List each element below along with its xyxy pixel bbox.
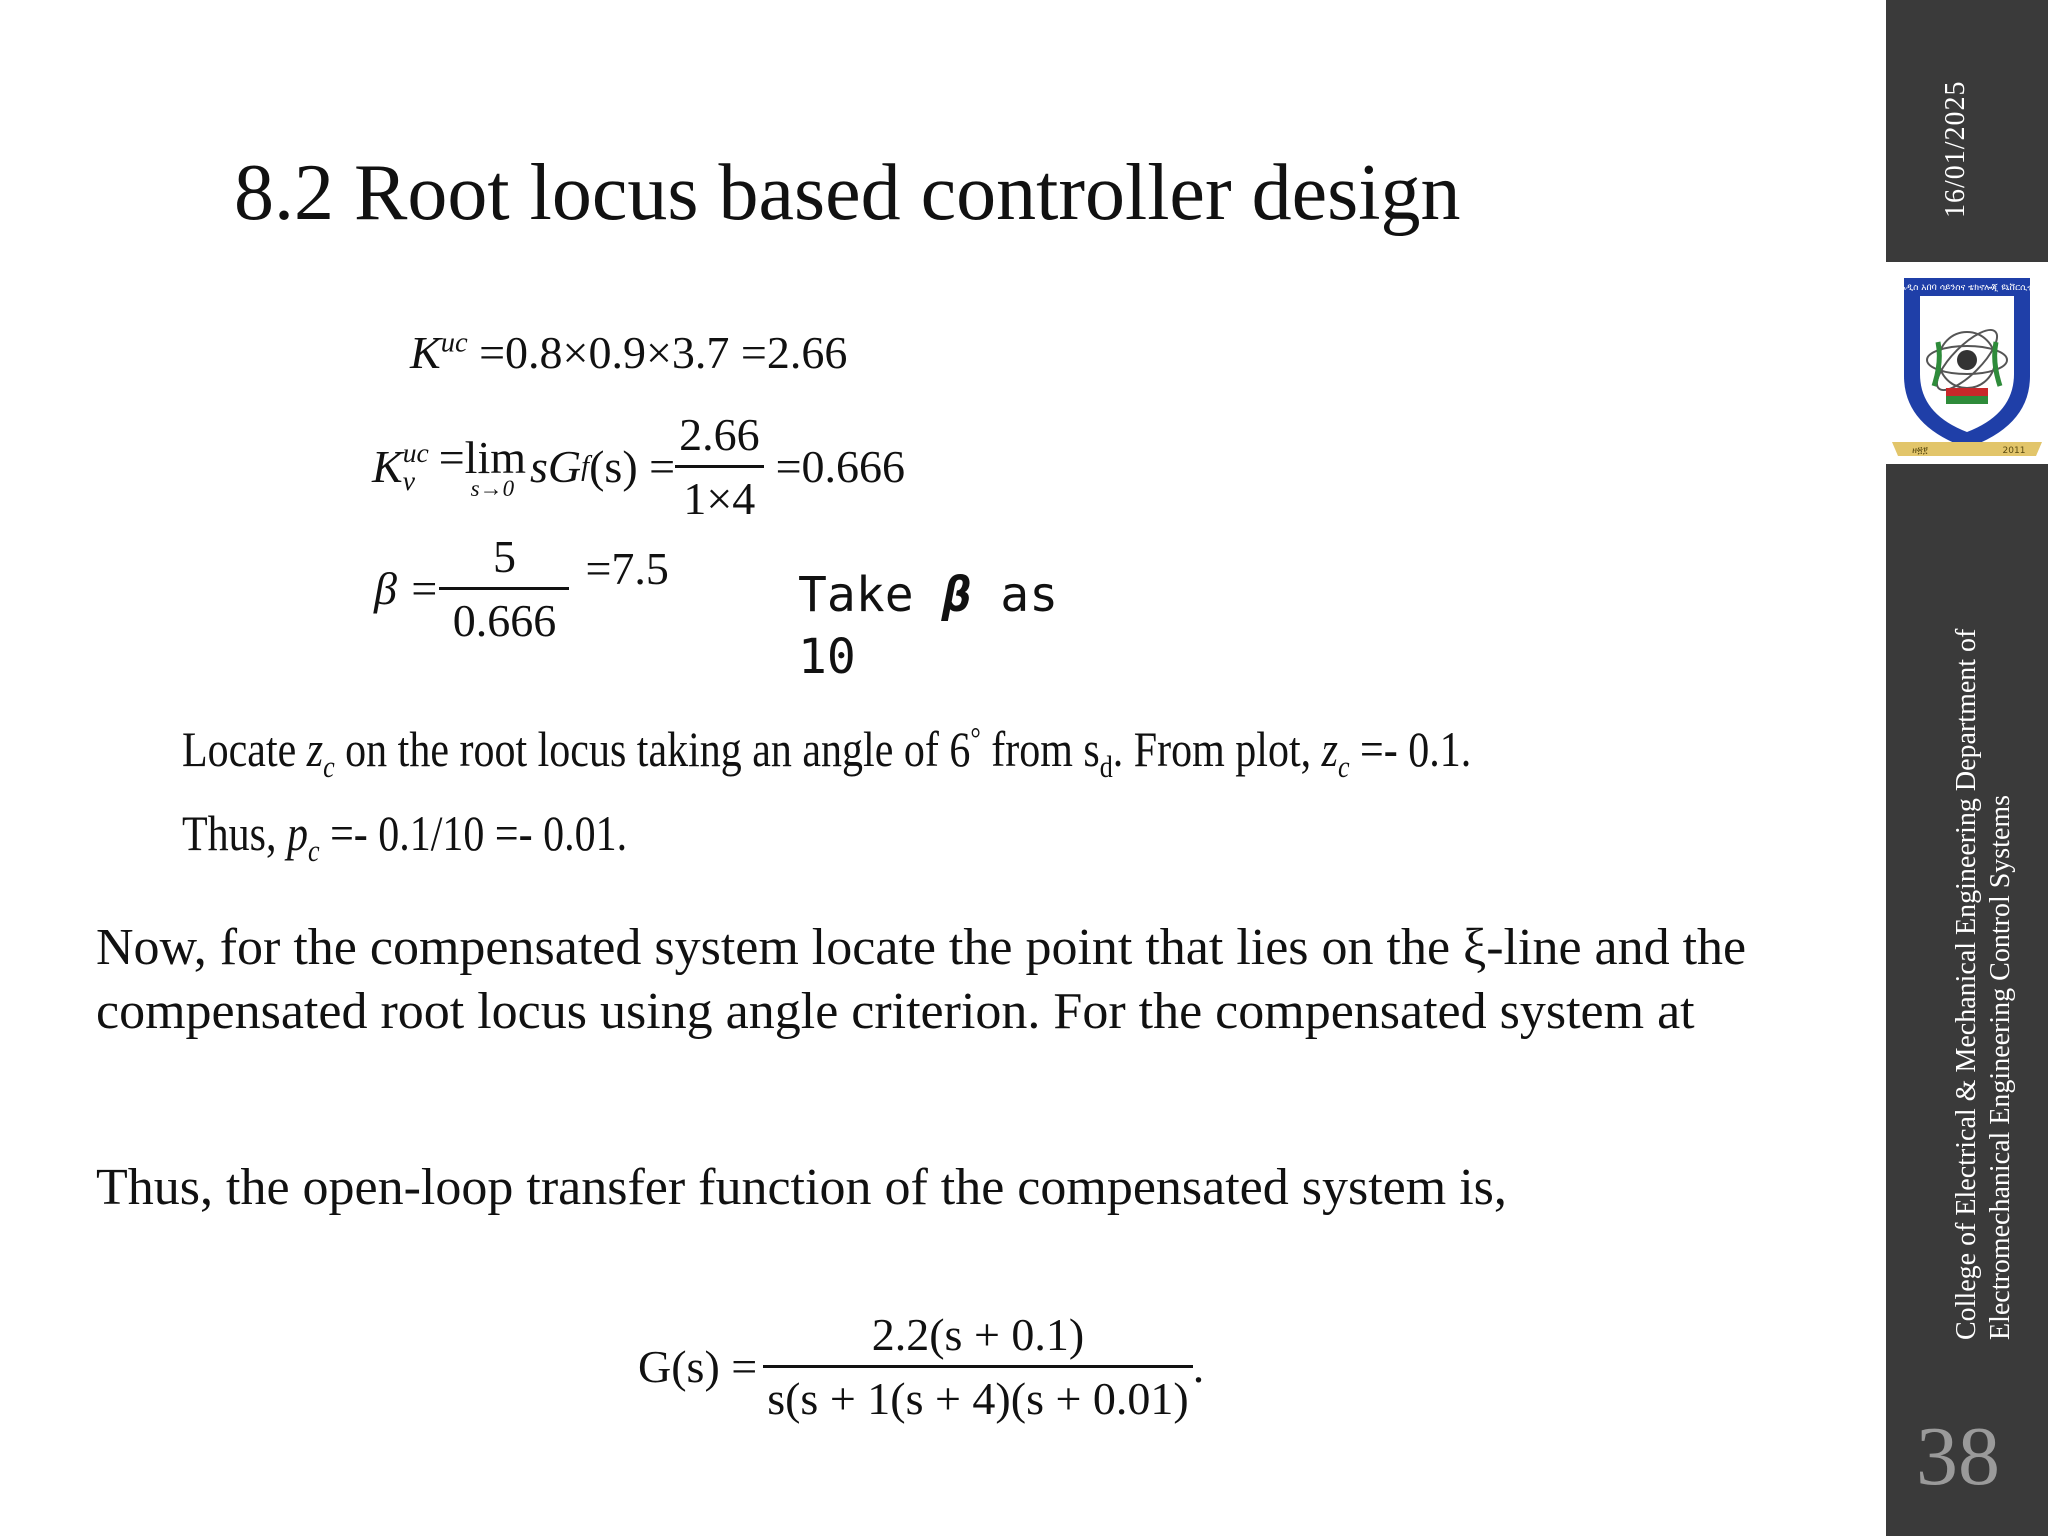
equation-kuc: $K^{uc} =0.8\times 0.9\times 3.7 =2.66$ (410, 327, 848, 378)
university-logo (1886, 266, 2048, 462)
take-beta-note: Take β as 10 (798, 567, 1059, 685)
equation-kv: K uc v =lim s→0 sG f (s) = $\frac{2.66}{1\times 4}$ =0.666 (372, 409, 906, 524)
svg-text:አዲስ አበባ ሳይንስና ቴክኖሎጂ ዩኒቨርሲቲ: አዲስ አበባ ሳይንስና ቴክኖሎጂ ዩኒቨርሲቲ (1900, 283, 2034, 293)
slide-title: 8.2 Root locus based controller design (234, 149, 1461, 237)
thus-pc-line: Thus, $p_c =- 0.1/10 =- 0.01$. (182, 805, 628, 868)
equation-beta: β = $\frac{5}{0.666}$ =7.5 (374, 531, 669, 646)
svg-text:ዘ፳፻: ዘ፳፻ (1912, 446, 1928, 456)
locate-zc-line: Locate $z_c$ on the root locus taking an angle of 6° from $s_d$. From plot, $z_c =- 0.1$. (182, 720, 1472, 784)
paragraph-compensated-point: Now, for the compensated system locate the point that lies on the ξ-line and the compensated root locus using angle criterion. For the compensated system at (96, 919, 1747, 1040)
paragraph-open-loop: Thus, the open-loop transfer function of the compensated system is, (96, 1159, 1507, 1216)
date-label: 16/01/2025 (1940, 80, 1971, 218)
page-number: 38 (1916, 1410, 2000, 1503)
equation-gs: G(s) = $\frac{2.2(s + 0.1)}{s(s + 1(s + 4)(s + 0.01)}$ . (638, 1309, 1205, 1424)
svg-text:2011: 2011 (2002, 446, 2026, 456)
department-label: College of Electrical & Mechanical Engineering Department of Electromechanical Engineering Control Systems (1951, 628, 2016, 1340)
